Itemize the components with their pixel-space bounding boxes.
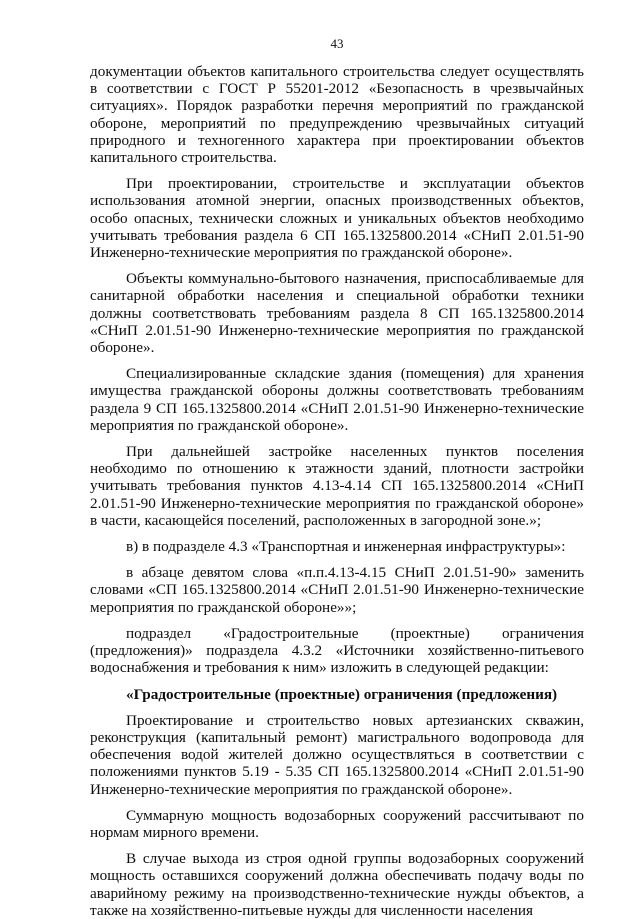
- paragraph: При дальнейшей застройке населенных пунктов поселения необходимо по отношению к этажности зданий, плотности застройки учитывать требования пунктов 4.13-4.14 СП 165.1325800.2014 «СНиП 2.01.51-90 Инженерно-технические мероприятия по гражданской обороне» в части, касающейся поселений, расположенных в загородной зоне.»;: [90, 443, 584, 529]
- paragraph: Суммарную мощность водозаборных сооружений рассчитывают по нормам мирного времени.: [90, 806, 584, 841]
- paragraph: в) в подразделе 4.3 «Транспортная и инженерная инфраструктуры»:: [126, 538, 566, 556]
- paragraph: Специализированные складские здания (помещения) для хранения имущества гражданской обороны должны соответствовать требованиям раздела 9 СП 165.1325800.2014 «СНиП 2.01.51-90 Инженерно-технические мероприятия по гражданской обороне».: [90, 365, 584, 434]
- section-heading: «Градостроительные (проектные) ограничения (предложения): [126, 685, 558, 703]
- paragraph: В случае выхода из строя одной группы водозаборных сооружений мощность оставшихся сооружений должна обеспечивать подачу воды по аварийному режиму на производственно-технические нужды объектов, а также на хозяйственно-питьевые нужды для численности населения: [90, 850, 584, 919]
- paragraph: подраздел «Градостроительные (проектные) ограничения (предложения)» подраздела 4.3.2 «Источники хозяйственно-питьевого водоснабжения и требования к ним» изложить в следующей редакции:: [90, 624, 584, 677]
- paragraph: в абзаце девятом слова «п.п.4.13-4.15 СНиП 2.01.51-90» заменить словами «СП 165.1325800.2014 «СНиП 2.01.51-90 Инженерно-технические мероприятия по гражданской обороне»»;: [90, 564, 584, 616]
- paragraph: документации объектов капитального строительства следует осуществлять в соответствии с ГОСТ Р 55201-2012 «Безопасность в чрезвычайных ситуациях». Порядок разработки перечня мероприятий по гражданской обороне, мероприятий по предупреждению чрезвычайных ситуаций природного и техногенного характера при проектировании объектов капитального строительства.: [90, 63, 584, 167]
- paragraph: При проектировании, строительстве и эксплуатации объектов использования атомной энергии, опасных производственных объектов, особо опасных, технически сложных и уникальных объектов необходимо учитывать требования раздела 6 СП 165.1325800.2014 «СНиП 2.01.51-90 Инженерно-технические мероприятия по гражданской обороне».: [90, 175, 584, 262]
- paragraph: Проектирование и строительство новых артезианских скважин, реконструкция (капитальный ремонт) магистрального водопровода для обеспечения водой жителей должно осуществляться в соответствии с положениями пунктов 5.19 - 5.35 СП 165.1325800.2014 «СНиП 2.01.51-90 Инженерно-технические мероприятия по гражданской обороне».: [90, 711, 584, 798]
- document-body: [90, 63, 584, 919]
- paragraph: Объекты коммунально-бытового назначения, приспосабливаемые для санитарной обработки населения и специальной обработки техники должны соответствовать требованиям раздела 8 СП 165.1325800.2014 «СНиП 2.01.51-90 Инженерно-технические мероприятия по гражданской обороне».: [90, 270, 584, 357]
- page-number: 43: [330, 36, 344, 51]
